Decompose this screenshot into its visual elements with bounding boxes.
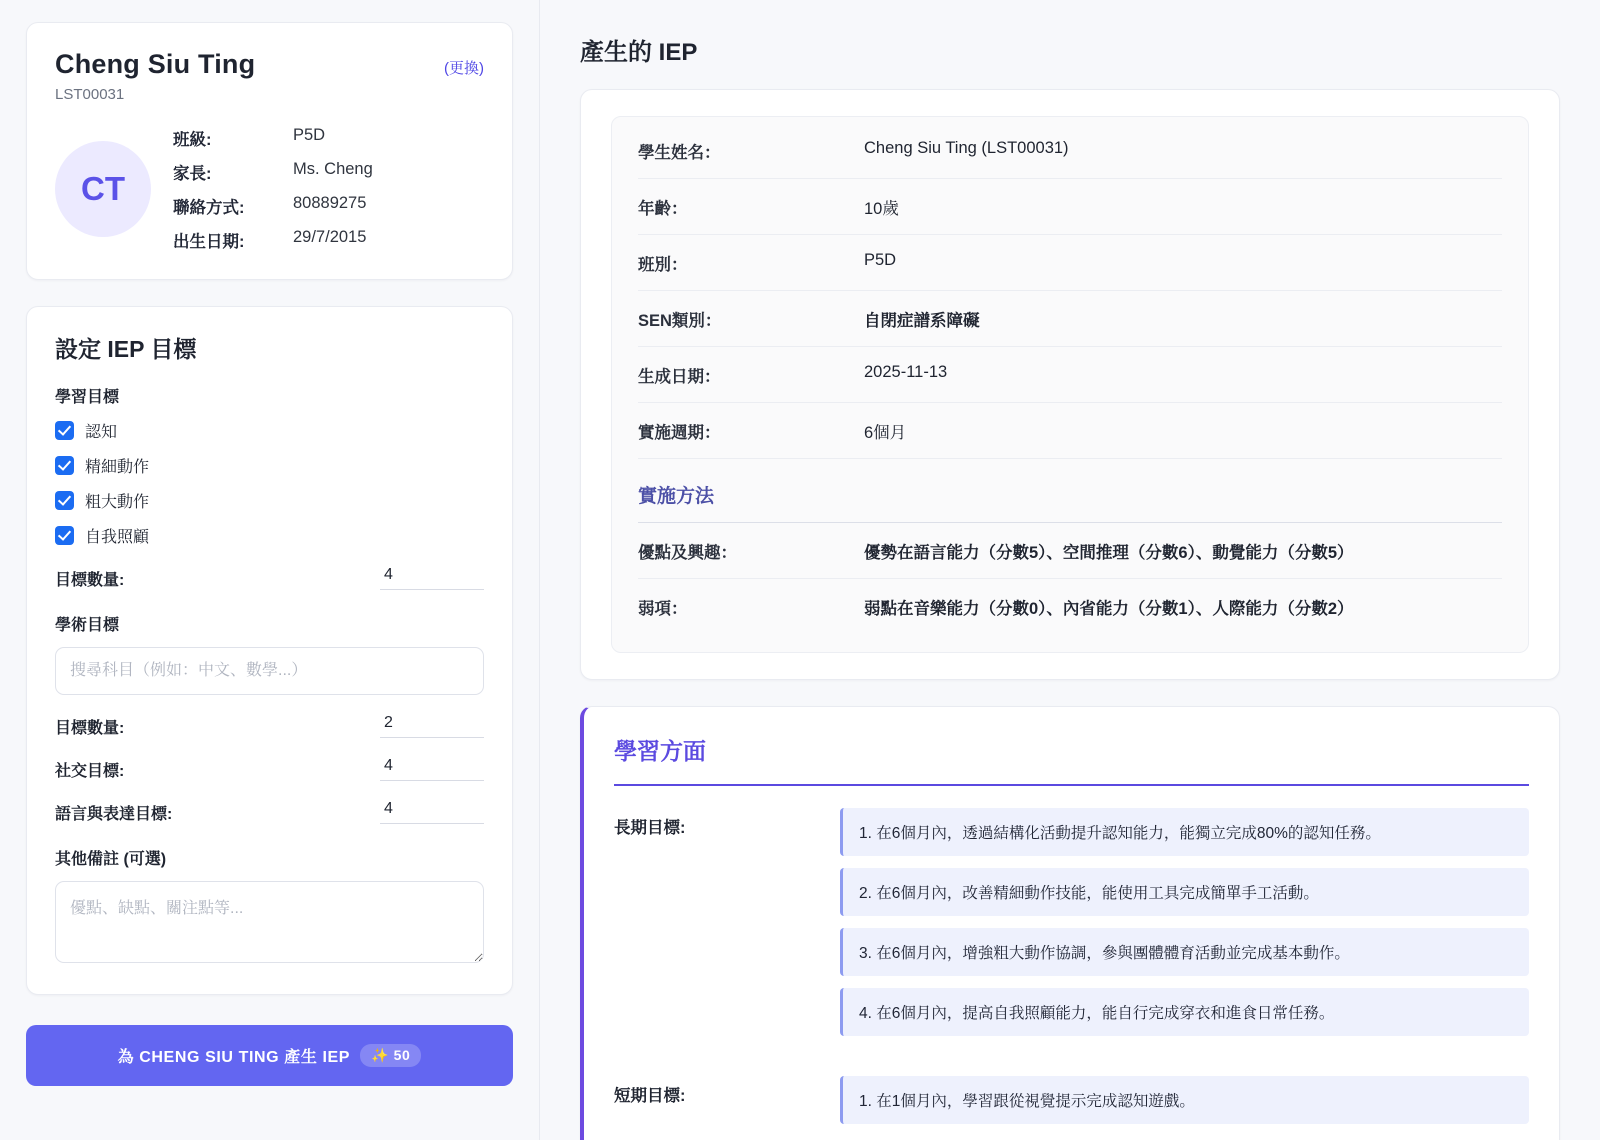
- checkbox-icon[interactable]: [55, 491, 74, 510]
- checkbox-row-cognitive[interactable]: [55, 419, 484, 442]
- list-item: 4. 在6個月內，提高自我照顧能力，能自行完成穿衣和進食日常任務。: [840, 988, 1529, 1036]
- long-term-goals-list: [840, 808, 1529, 1048]
- checkbox-icon[interactable]: [55, 526, 74, 545]
- table-row: [638, 579, 1502, 634]
- academic-count-row: [55, 711, 484, 738]
- meta-value: 自閉症譜系障礙: [864, 312, 980, 330]
- table-row: [173, 121, 373, 155]
- checkbox-label: 自我照顧: [85, 529, 150, 546]
- meta-value: 2025-11-13: [864, 363, 948, 381]
- student-card: [26, 22, 513, 280]
- table-row: [638, 403, 1502, 459]
- meta-value: Cheng Siu Ting (LST00031): [864, 139, 1069, 157]
- meta-label: 班別：: [638, 256, 688, 274]
- checkbox-row-self-care[interactable]: [55, 524, 484, 547]
- short-term-goals-list: [840, 1076, 1529, 1136]
- learning-goals-label: 學習目標: [55, 389, 120, 406]
- meta-value: 6個月: [864, 424, 907, 442]
- learning-section-card: [580, 706, 1560, 1140]
- meta-value: P5D: [864, 251, 897, 269]
- subject-search-input[interactable]: [55, 647, 484, 695]
- student-name: Cheng Siu Ting: [55, 49, 256, 79]
- table-row: [638, 523, 1502, 579]
- meta-value: 弱點在音樂能力（分數0）、內省能力（分數1）、人際能力（分數2）: [864, 600, 1354, 618]
- learning-section-title: 學習方面: [614, 733, 1529, 786]
- info-value: Ms. Cheng: [293, 160, 373, 178]
- list-item: 1. 在1個月內，學習跟從視覺提示完成認知遊戲。: [840, 1076, 1529, 1124]
- info-value: 80889275: [293, 194, 367, 212]
- list-item: 1. 在6個月內，透過結構化活動提升認知能力，能獨立完成80%的認知任務。: [840, 808, 1529, 856]
- info-label: 聯絡方式:: [173, 199, 245, 217]
- table-row: [173, 155, 373, 189]
- meta-label: 優點及興趣：: [638, 544, 737, 562]
- info-label: 家長:: [173, 165, 212, 183]
- learning-count-label: 目標數量:: [55, 572, 125, 589]
- long-term-goals-block: [614, 808, 1529, 1048]
- table-row: [173, 223, 373, 257]
- student-id: LST00031: [55, 86, 125, 103]
- iep-goals-card: [26, 306, 513, 995]
- table-row: [173, 189, 373, 223]
- meta-value: 10歲: [864, 200, 899, 218]
- info-label: 出生日期:: [173, 233, 245, 251]
- left-panel: [0, 0, 540, 1140]
- table-row: [638, 235, 1502, 291]
- notes-label: 其他備註 (可選): [55, 851, 167, 868]
- meta-label: SEN類別：: [638, 312, 722, 330]
- student-details: [55, 121, 484, 257]
- student-info-table: [173, 121, 373, 257]
- learning-count-row: [55, 563, 484, 590]
- change-student-link[interactable]: (更換): [444, 60, 484, 77]
- right-panel: [540, 0, 1600, 1140]
- table-row: [638, 291, 1502, 347]
- table-row: [638, 347, 1502, 403]
- meta-label: 年齡：: [638, 200, 688, 218]
- learning-count-input[interactable]: [380, 563, 484, 590]
- meta-label: 實施週期：: [638, 424, 721, 442]
- short-term-goals-label: 短期目標:: [614, 1087, 686, 1105]
- social-goal-input[interactable]: [380, 754, 484, 781]
- long-term-goals-label: 長期目標:: [614, 819, 686, 837]
- language-goal-label: 語言與表達目標:: [55, 806, 173, 823]
- iep-document-card: [580, 89, 1560, 680]
- academic-count-input[interactable]: [380, 711, 484, 738]
- info-label: 班級:: [173, 131, 212, 149]
- checkbox-icon[interactable]: [55, 456, 74, 475]
- generate-iep-label: 為 CHENG SIU TING 產生 IEP: [117, 1049, 351, 1066]
- info-value: P5D: [293, 126, 326, 144]
- page-title: 產生的 IEP: [580, 39, 698, 66]
- short-term-goals-block: [614, 1076, 1529, 1136]
- table-row: [638, 179, 1502, 235]
- checkbox-label: 認知: [85, 424, 118, 441]
- iep-meta-box: [611, 116, 1529, 653]
- list-item: 3. 在6個月內，增強粗大動作協調，參與團體體育活動並完成基本動作。: [840, 928, 1529, 976]
- checkbox-row-gross-motor[interactable]: [55, 489, 484, 512]
- meta-value: 優勢在語言能力（分數5）、空間推理（分數6）、動覺能力（分數5）: [864, 544, 1354, 562]
- avatar: CT: [55, 141, 151, 237]
- credit-badge: ✨ 50: [360, 1044, 421, 1067]
- goals-panel-title: 設定 IEP 目標: [55, 336, 197, 362]
- academic-goals-label: 學術目標: [55, 617, 120, 634]
- checkbox-label: 粗大動作: [85, 494, 150, 511]
- notes-textarea[interactable]: [55, 881, 484, 963]
- academic-goals-section: [55, 612, 484, 695]
- language-goal-row: [55, 797, 484, 824]
- meta-label: 學生姓名：: [638, 144, 721, 162]
- list-item: 2. 在6個月內，改善精細動作技能，能使用工具完成簡單手工活動。: [840, 868, 1529, 916]
- checkbox-label: 精細動作: [85, 459, 150, 476]
- checkbox-icon[interactable]: [55, 421, 74, 440]
- meta-label: 弱項：: [638, 600, 688, 618]
- generate-iep-button[interactable]: [26, 1025, 513, 1086]
- table-row: [638, 123, 1502, 179]
- meta-label: 生成日期：: [638, 368, 721, 386]
- social-goal-row: [55, 754, 484, 781]
- method-heading: 實施方法: [638, 459, 1502, 523]
- checkbox-row-fine-motor[interactable]: [55, 454, 484, 477]
- social-goal-label: 社交目標:: [55, 763, 125, 780]
- language-goal-input[interactable]: [380, 797, 484, 824]
- notes-section: [55, 846, 484, 968]
- info-value: 29/7/2015: [293, 228, 367, 246]
- academic-count-label: 目標數量:: [55, 720, 125, 737]
